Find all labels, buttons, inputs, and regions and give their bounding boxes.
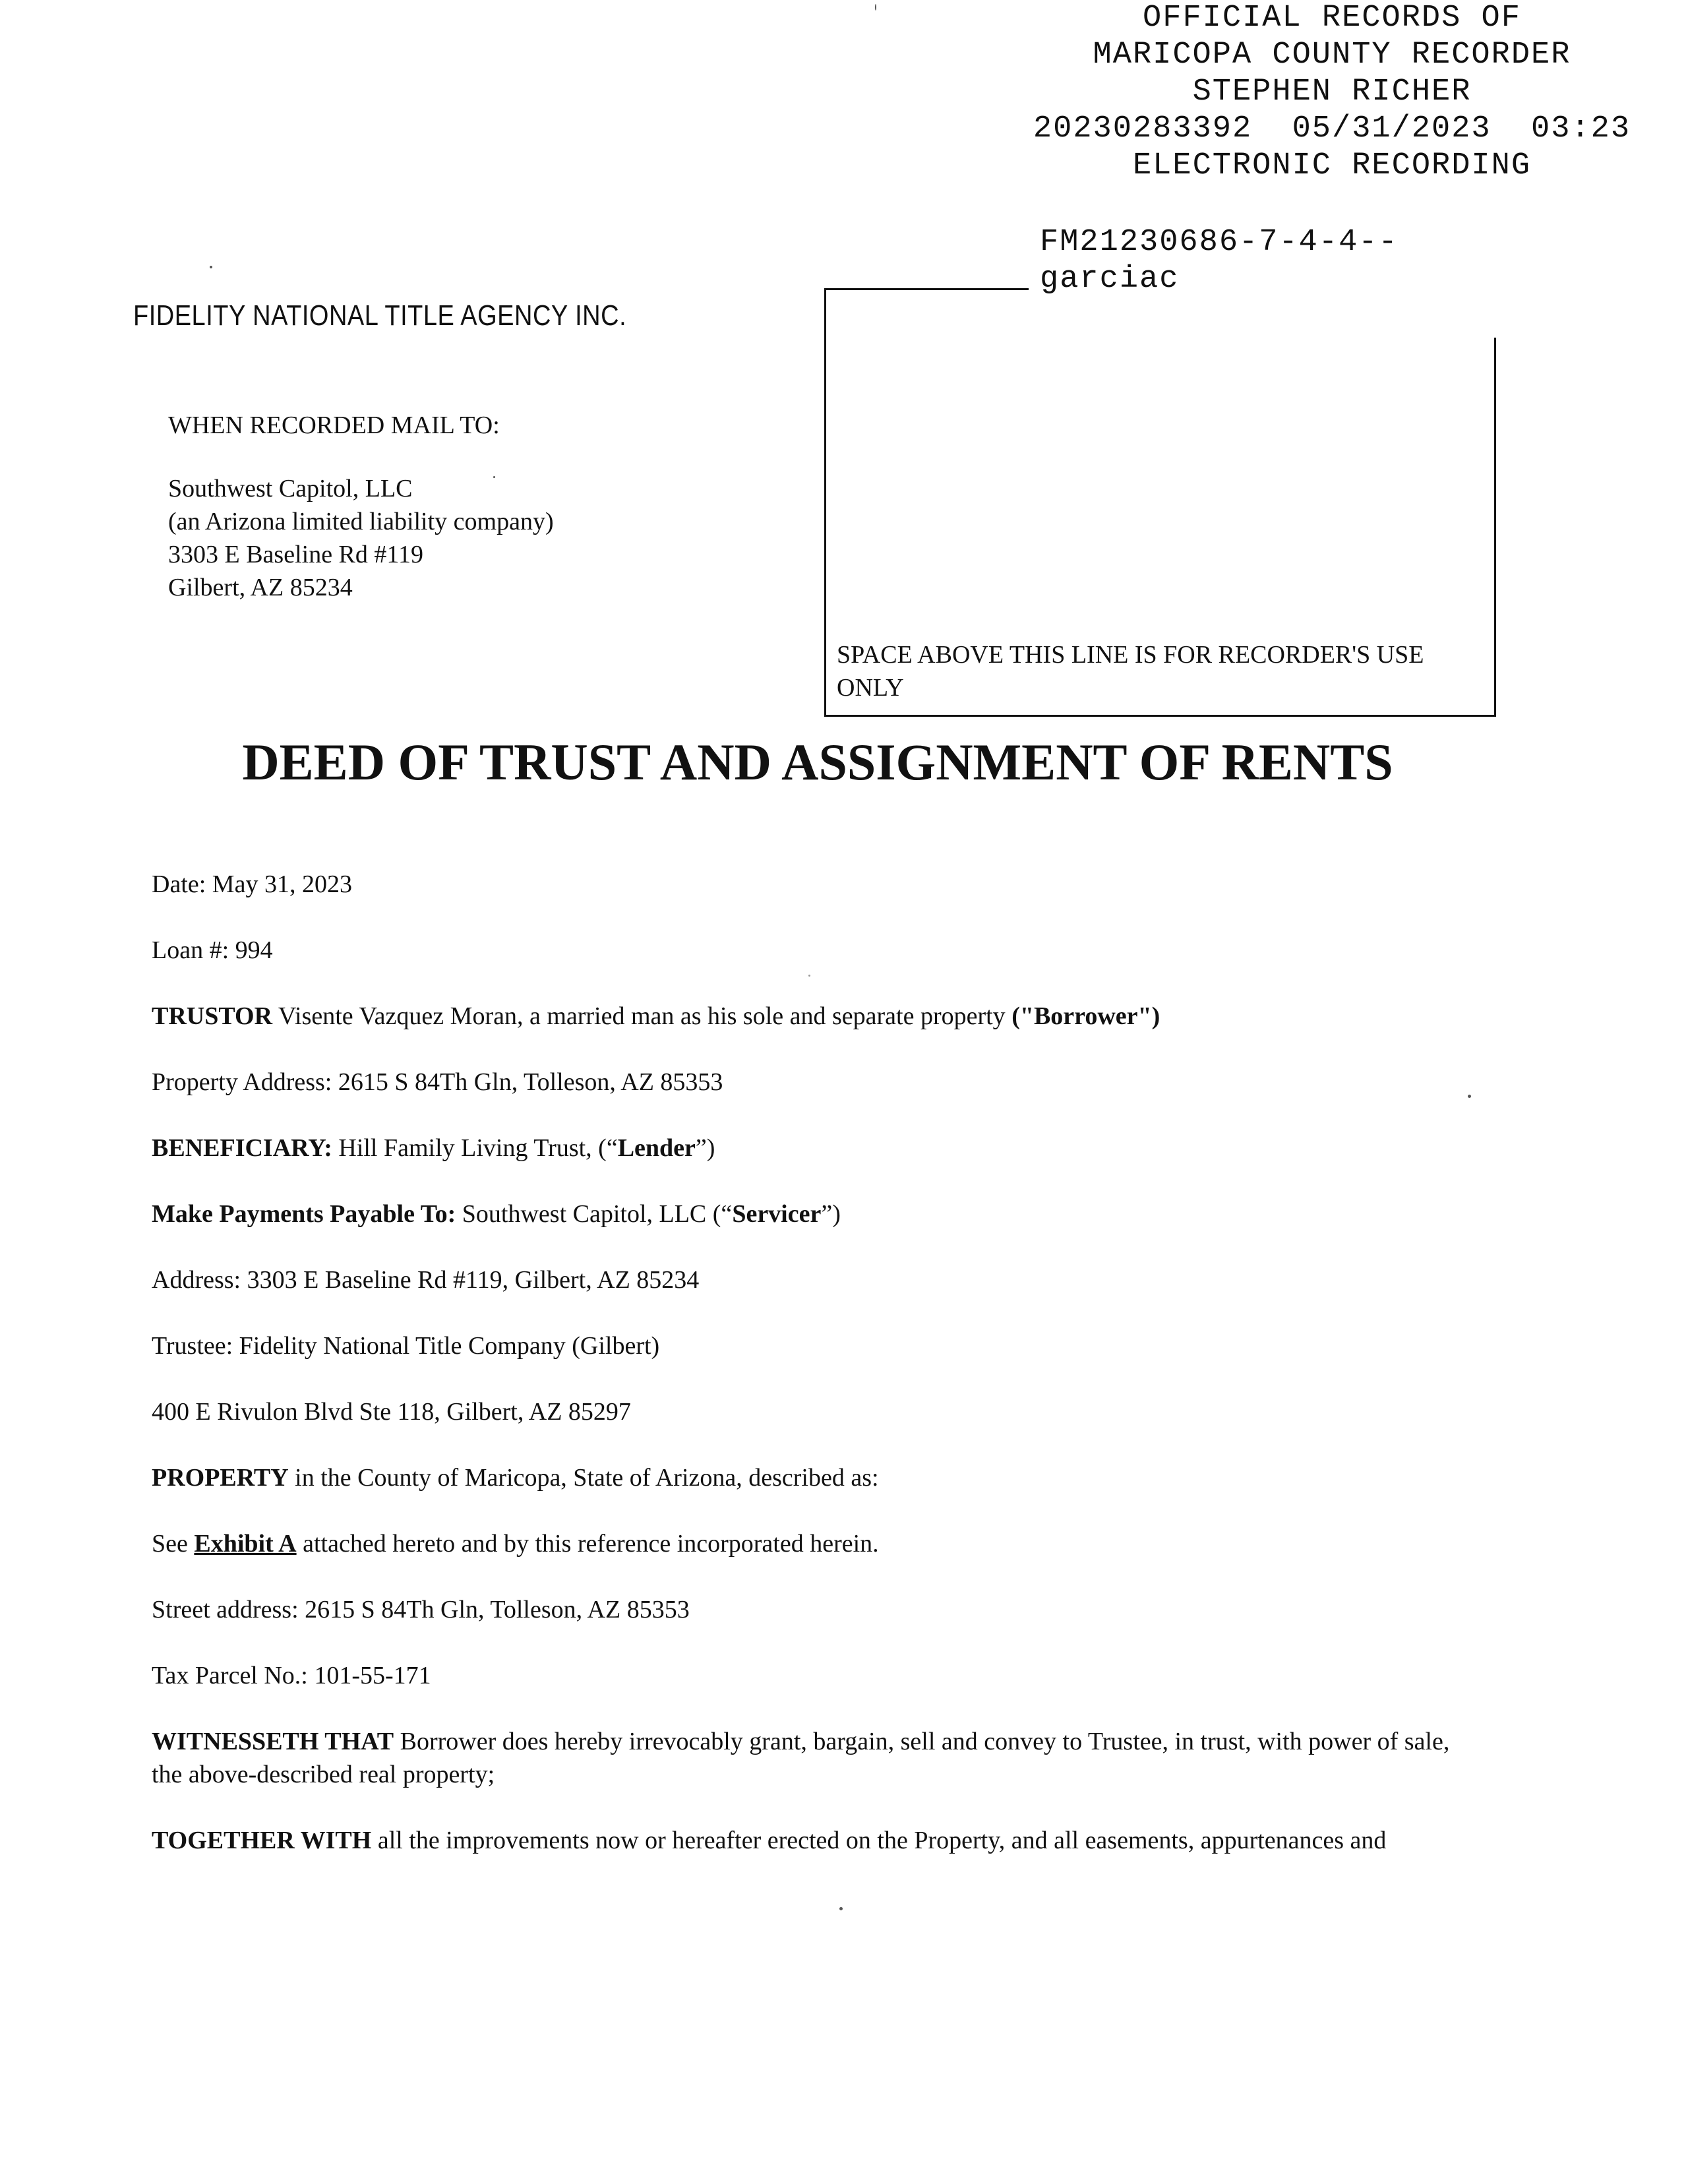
payments-field xyxy=(152,1198,1477,1230)
payments-label: Make Payments Payable To: xyxy=(152,1200,456,1228)
recorder-line-5: ELECTRONIC RECORDING xyxy=(1132,148,1532,183)
exhibit-prefix: See xyxy=(152,1530,195,1558)
mail-to-heading: WHEN RECORDED MAIL TO: xyxy=(168,411,500,439)
file-number: FM21230686-7-4-4-- xyxy=(1040,225,1399,260)
witnesseth-text: Borrower does hereby irrevocably grant, bargain, sell and convey to Trustee, in trust, with power of sale, the above-described real property; xyxy=(152,1728,1450,1788)
scan-speck xyxy=(839,1907,843,1910)
payments-text: Southwest Capitol, LLC (“ xyxy=(456,1200,733,1228)
property-text: in the County of Maricopa, State of Arizona, described as: xyxy=(288,1464,879,1492)
together-with-paragraph xyxy=(152,1824,1477,1857)
beneficiary-field xyxy=(152,1132,1477,1165)
street-address-field: Street address: 2615 S 84Th Gln, Tolleson, AZ 85353 xyxy=(152,1596,690,1623)
recorder-box-right-line xyxy=(1494,338,1496,717)
recording-number-date-time: 20230283392 05/31/2023 03:23 xyxy=(1033,111,1631,146)
mail-to-line-1: Southwest Capitol, LLC xyxy=(168,475,413,502)
recorder-stamp xyxy=(1015,0,1648,185)
property-address-field: Property Address: 2615 S 84Th Gln, Tolleson, AZ 85353 xyxy=(152,1068,723,1096)
beneficiary-label: BENEFICIARY: xyxy=(152,1134,332,1162)
witnesseth-paragraph xyxy=(152,1725,1477,1791)
scan-speck xyxy=(210,266,212,268)
together-with-label: TOGETHER WITH xyxy=(152,1827,372,1854)
together-with-text: all the improvements now or hereafter erected on the Property, and all easements, appurtenances and xyxy=(371,1827,1387,1854)
document-body xyxy=(152,868,1477,1890)
exhibit-a-reference: Exhibit A xyxy=(194,1530,297,1558)
trustee-field: Trustee: Fidelity National Title Company (Gilbert) xyxy=(152,1332,660,1360)
agency-name: FIDELITY NATIONAL TITLE AGENCY INC. xyxy=(133,300,627,332)
trustee-address-field: 400 E Rivulon Blvd Ste 118, Gilbert, AZ 85297 xyxy=(152,1398,631,1426)
payments-role: Servicer xyxy=(732,1200,822,1228)
loan-field: Loan #: 994 xyxy=(152,936,273,964)
exhibit-suffix: attached hereto and by this reference incorporated herein. xyxy=(296,1530,879,1558)
scan-speck xyxy=(493,476,495,478)
trustor-field xyxy=(152,1000,1477,1033)
trustor-role: ("Borrower") xyxy=(1011,1002,1160,1030)
scan-speck xyxy=(1468,1095,1471,1098)
recorder-space-label: SPACE ABOVE THIS LINE IS FOR RECORDER'S USE ONLY xyxy=(837,641,1424,702)
scan-speck xyxy=(808,975,810,977)
servicer-address-field: Address: 3303 E Baseline Rd #119, Gilbert, AZ 85234 xyxy=(152,1266,700,1294)
mail-to-line-4: Gilbert, AZ 85234 xyxy=(168,574,353,601)
recorder-box-top-line xyxy=(824,288,1029,290)
witnesseth-label: WITNESSETH THAT xyxy=(152,1728,394,1755)
recorder-line-3: STEPHEN RICHER xyxy=(1192,75,1472,109)
mail-to-block xyxy=(168,409,554,604)
recorder-line-2: MARICOPA COUNTY RECORDER xyxy=(1093,38,1571,73)
document-title: DEED OF TRUST AND ASSIGNMENT OF RENTS xyxy=(242,733,1393,791)
trustor-text: Visente Vazquez Moran, a married man as his sole and separate property xyxy=(272,1002,1012,1030)
property-field xyxy=(152,1461,1477,1494)
exhibit-field xyxy=(152,1527,1477,1560)
mail-to-line-2: (an Arizona limited liability company) xyxy=(168,508,554,535)
date-field: Date: May 31, 2023 xyxy=(152,870,352,898)
file-user: garciac xyxy=(1040,262,1180,297)
recorder-line-1: OFFICIAL RECORDS OF xyxy=(1143,1,1521,36)
beneficiary-role: Lender xyxy=(617,1134,696,1162)
trustor-label: TRUSTOR xyxy=(152,1002,273,1030)
file-reference xyxy=(1040,224,1399,298)
beneficiary-text: Hill Family Living Trust, (“ xyxy=(332,1134,618,1162)
scan-speck xyxy=(875,4,876,11)
tax-parcel-field: Tax Parcel No.: 101-55-171 xyxy=(152,1662,431,1689)
beneficiary-close: ”) xyxy=(695,1134,715,1162)
payments-close: ”) xyxy=(821,1200,841,1228)
property-label: PROPERTY xyxy=(152,1464,289,1492)
mail-to-line-3: 3303 E Baseline Rd #119 xyxy=(168,541,423,568)
